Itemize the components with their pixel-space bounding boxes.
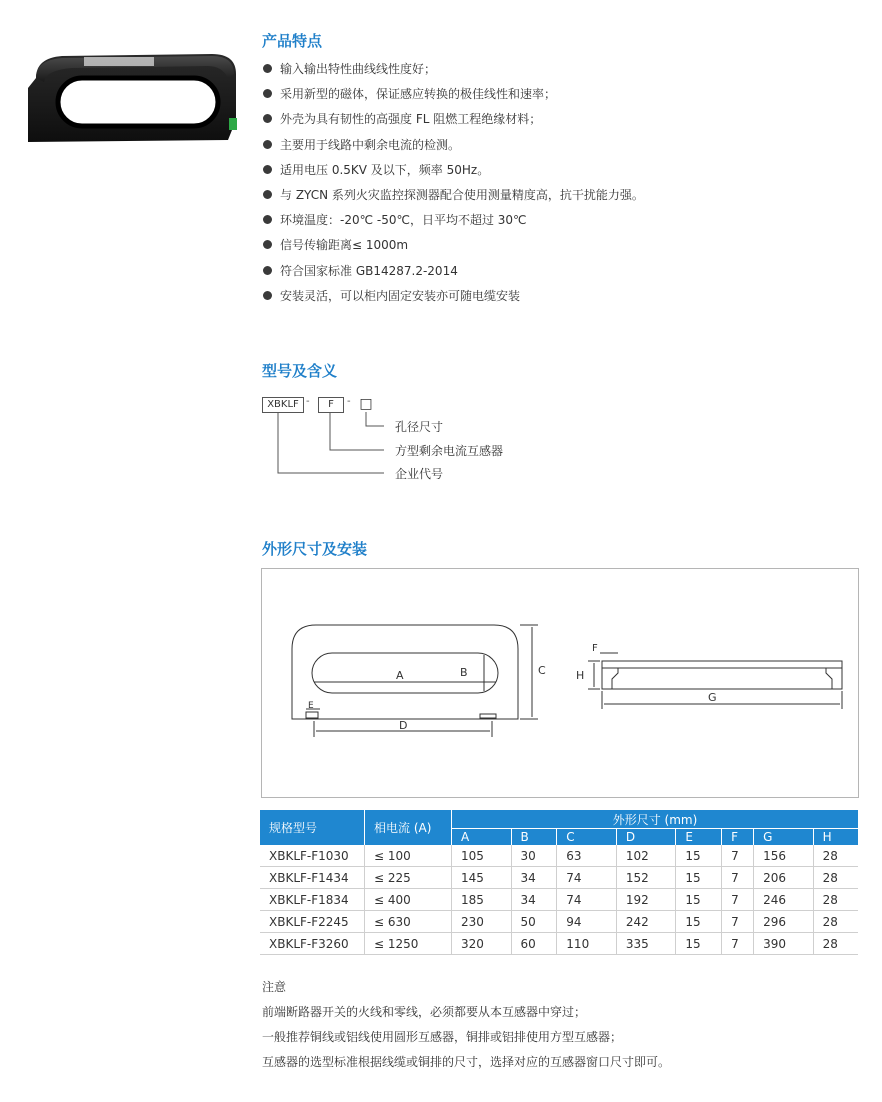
list-item: 适用电压 0.5KV 及以下，频率 50Hz。 [262,161,644,186]
cell-dim: 94 [557,911,617,933]
dimension-drawing [261,568,859,798]
sub-col-header: G [754,829,814,846]
cell-dim: 28 [813,867,858,889]
list-item: 采用新型的磁体，保证感应转换的极佳线性和速率； [262,85,644,110]
cell-dim: 60 [511,933,557,955]
list-item: 安装灵活，可以柜内固定安装亦可随电缆安装 [262,287,644,312]
table-row [260,933,858,955]
dim-label-h: H [576,669,585,682]
cell-dim: 320 [452,933,512,955]
model-code-dash: - [347,396,351,407]
model-meaning-type: 方型剩余电流互感器 [395,444,504,458]
cell-dim: 15 [676,911,722,933]
cell-dim: 7 [722,867,754,889]
cell-dim: 34 [511,889,557,911]
list-item: 符合国家标准 GB14287.2-2014 [262,262,644,287]
dim-label-g: G [708,691,717,704]
cell-dim: 15 [676,889,722,911]
cell-dim: 152 [616,867,676,889]
cell-dim: 15 [676,933,722,955]
cell-dim: 102 [616,845,676,867]
dimensions-title: 外形尺寸及安装 [262,540,368,558]
model-code-dash: - [306,396,310,407]
sub-col-header: C [557,829,617,846]
cell-dim: 145 [452,867,512,889]
cell-dim: 15 [676,867,722,889]
cell-dim: 335 [616,933,676,955]
notes-title: 注意 [262,980,287,994]
sub-col-header: F [722,829,754,846]
dim-label-e: E [308,701,314,711]
cell-dim: 50 [511,911,557,933]
sub-col-header: D [616,829,676,846]
list-item: 与 ZYCN 系列火灾监控探测器配合使用测量精度高，抗干扰能力强。 [262,186,644,211]
cell-model: XBKLF-F1030 [260,845,365,867]
model-code-mid: F [318,397,344,413]
cell-dim: 7 [722,845,754,867]
list-item: 主要用于线路中剩余电流的检测。 [262,136,644,161]
note-line: 互感器的选型标准根据线缆或铜排的尺寸，选择对应的互感器窗口尺寸即可。 [262,1055,671,1069]
cell-dim: 7 [722,933,754,955]
table-row [260,845,858,867]
list-item: 信号传输距离≤ 1000m [262,236,644,261]
product-image [22,48,244,148]
cell-current: ≤ 225 [365,867,452,889]
cell-dim: 34 [511,867,557,889]
dim-label-a: A [396,669,404,682]
note-line: 前端断路器开关的火线和零线，必须都要从本互感器中穿过； [262,1005,587,1019]
sub-col-header: H [813,829,858,846]
feature-list [262,60,644,312]
cell-model: XBKLF-F1834 [260,889,365,911]
cell-dim: 28 [813,933,858,955]
cell-dim: 296 [754,911,814,933]
col-current-header: 相电流 (A) [365,810,452,845]
cell-dim: 206 [754,867,814,889]
model-code-suffix: □ [359,396,373,412]
dimension-drawing-svg [262,569,858,797]
cell-dim: 74 [557,889,617,911]
cell-dim: 105 [452,845,512,867]
cell-dim: 185 [452,889,512,911]
cell-model: XBKLF-F3260 [260,933,365,955]
col-model-header: 规格型号 [260,810,365,845]
cell-dim: 230 [452,911,512,933]
dim-label-c: C [538,664,546,677]
table-row [260,889,858,911]
features-title: 产品特点 [262,32,323,50]
spec-table [260,810,858,955]
cell-current: ≤ 100 [365,845,452,867]
dim-label-b: B [460,666,468,679]
cell-dim: 7 [722,889,754,911]
cell-current: ≤ 630 [365,911,452,933]
model-meaning-aperture: 孔径尺寸 [395,420,444,434]
cell-current: ≤ 400 [365,889,452,911]
cell-dim: 74 [557,867,617,889]
list-item: 输入输出特性曲线线性度好； [262,60,644,85]
cell-dim: 246 [754,889,814,911]
list-item: 环境温度：-20℃ -50℃，日平均不超过 30℃ [262,211,644,236]
cell-dim: 390 [754,933,814,955]
note-line: 一般推荐铜线或铝线使用圆形互感器，铜排或铝排使用方型互感器； [262,1030,623,1044]
table-row [260,911,858,933]
cell-dim: 7 [722,911,754,933]
cell-current: ≤ 1250 [365,933,452,955]
cell-dim: 156 [754,845,814,867]
cell-model: XBKLF-F2245 [260,911,365,933]
model-connector-lines [260,410,390,480]
cell-dim: 28 [813,845,858,867]
cell-dim: 28 [813,889,858,911]
sub-col-header: A [452,829,512,846]
dim-label-d: D [399,719,408,732]
model-meaning-company: 企业代号 [395,467,444,481]
dim-label-f: F [592,643,598,654]
table-row [260,867,858,889]
cell-dim: 30 [511,845,557,867]
model-code-prefix: XBKLF [262,397,304,413]
cell-dim: 242 [616,911,676,933]
cell-dim: 63 [557,845,617,867]
col-group-header: 外形尺寸 (mm) [452,810,859,829]
cell-dim: 28 [813,911,858,933]
model-title: 型号及含义 [262,362,338,380]
cell-dim: 192 [616,889,676,911]
cell-model: XBKLF-F1434 [260,867,365,889]
cell-dim: 110 [557,933,617,955]
sub-col-header: E [676,829,722,846]
list-item: 外壳为具有韧性的高强度 FL 阻燃工程绝缘材料； [262,110,644,135]
cell-dim: 15 [676,845,722,867]
sub-col-header: B [511,829,557,846]
